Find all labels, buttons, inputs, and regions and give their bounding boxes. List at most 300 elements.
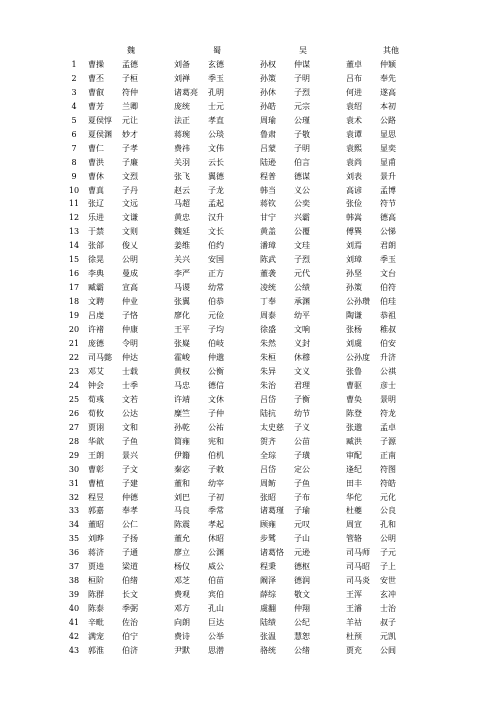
wei-name-cell: 于禁 bbox=[88, 227, 104, 237]
other-courtesy-cell: 符皓 bbox=[380, 478, 396, 488]
table-row bbox=[60, 170, 436, 184]
wu-courtesy-cell: 文珪 bbox=[294, 241, 310, 251]
other-courtesy-cell: 叔子 bbox=[380, 618, 396, 628]
row-number-cell: 24 bbox=[68, 380, 80, 390]
row-number-cell: 19 bbox=[68, 311, 80, 321]
other-name-cell: 羊祜 bbox=[346, 618, 362, 628]
row-number-cell: 15 bbox=[68, 255, 80, 265]
shu-courtesy-cell: 仲邈 bbox=[208, 352, 224, 362]
wu-courtesy-cell: 子璜 bbox=[294, 450, 310, 460]
shu-name-cell: 魏延 bbox=[174, 227, 190, 237]
other-name-cell: 刘虞 bbox=[346, 339, 362, 349]
wu-courtesy-cell: 德谋 bbox=[294, 171, 310, 181]
row-number-cell: 20 bbox=[68, 325, 80, 335]
wei-courtesy-cell: 梁道 bbox=[122, 562, 138, 572]
wei-courtesy-cell: 奉孝 bbox=[122, 506, 138, 516]
shu-courtesy-cell: 伯恭 bbox=[208, 297, 224, 307]
other-name-cell: 司马昭 bbox=[346, 562, 370, 572]
shu-courtesy-cell: 公琰 bbox=[208, 129, 224, 139]
table-row bbox=[60, 239, 436, 253]
wu-name-cell: 朱异 bbox=[260, 366, 276, 376]
wei-courtesy-cell: 俊乂 bbox=[122, 241, 138, 251]
row-number-cell: 9 bbox=[71, 171, 77, 181]
shu-courtesy-cell: 幼常 bbox=[208, 283, 224, 293]
row-number-cell: 8 bbox=[71, 157, 77, 167]
wei-courtesy-cell: 仲德 bbox=[122, 492, 138, 502]
other-courtesy-cell: 彦士 bbox=[380, 380, 396, 390]
wei-name-cell: 文聘 bbox=[88, 297, 104, 307]
other-name-cell: 曹奂 bbox=[346, 394, 362, 404]
shu-name-cell: 刘巴 bbox=[174, 492, 190, 502]
row-number-cell: 12 bbox=[68, 213, 80, 223]
table-row bbox=[60, 588, 436, 602]
other-name-cell: 公孙度 bbox=[346, 352, 370, 362]
other-courtesy-cell: 景明 bbox=[380, 394, 396, 404]
table-row bbox=[60, 114, 436, 128]
wei-courtesy-cell: 文谦 bbox=[122, 213, 138, 223]
other-name-cell: 杜预 bbox=[346, 632, 362, 642]
other-courtesy-cell: 孔和 bbox=[380, 520, 396, 530]
shu-courtesy-cell: 子龙 bbox=[208, 185, 224, 195]
wei-name-cell: 郭嘉 bbox=[88, 506, 104, 516]
wei-courtesy-cell: 文则 bbox=[122, 227, 138, 237]
wu-name-cell: 孙权 bbox=[260, 59, 276, 69]
wu-courtesy-cell: 公奕 bbox=[294, 199, 310, 209]
wei-name-cell: 臧霸 bbox=[88, 283, 104, 293]
wei-courtesy-cell: 令明 bbox=[122, 339, 138, 349]
other-courtesy-cell: 子源 bbox=[380, 436, 396, 446]
wu-name-cell: 黄盖 bbox=[260, 227, 276, 237]
shu-name-cell: 陈震 bbox=[174, 520, 190, 530]
wu-courtesy-cell: 子烈 bbox=[294, 255, 310, 265]
shu-courtesy-cell: 幼宰 bbox=[208, 478, 224, 488]
other-name-cell: 张鲁 bbox=[346, 366, 362, 376]
other-name-cell: 孙策 bbox=[346, 283, 362, 293]
wu-name-cell: 陆抗 bbox=[260, 408, 276, 418]
wu-courtesy-cell: 兴霸 bbox=[294, 213, 310, 223]
shu-courtesy-cell: 宪和 bbox=[208, 436, 224, 446]
shu-courtesy-cell: 汉升 bbox=[208, 213, 224, 223]
wu-courtesy-cell: 子明 bbox=[294, 73, 310, 83]
wei-courtesy-cell: 季弼 bbox=[122, 604, 138, 614]
wei-courtesy-cell: 仲康 bbox=[122, 325, 138, 335]
wei-name-cell: 陈泰 bbox=[88, 604, 104, 614]
row-number-cell: 33 bbox=[68, 506, 80, 516]
wei-name-cell: 桓阶 bbox=[88, 576, 104, 586]
wei-name-cell: 荀彧 bbox=[88, 394, 104, 404]
shu-name-cell: 孙乾 bbox=[174, 422, 190, 432]
other-name-cell: 韩嵩 bbox=[346, 213, 362, 223]
wei-courtesy-cell: 元让 bbox=[122, 115, 138, 125]
row-number-cell: 14 bbox=[68, 241, 80, 251]
wei-courtesy-cell: 子通 bbox=[122, 548, 138, 558]
row-number-cell: 18 bbox=[68, 297, 80, 307]
row-number-cell: 35 bbox=[68, 534, 80, 544]
table-row bbox=[60, 365, 436, 379]
shu-name-cell: 简雍 bbox=[174, 436, 190, 446]
wei-name-cell: 华歆 bbox=[88, 436, 104, 446]
shu-courtesy-cell: 巨达 bbox=[208, 618, 224, 628]
wu-name-cell: 周泰 bbox=[260, 311, 276, 321]
other-courtesy-cell: 符节 bbox=[380, 199, 396, 209]
wu-name-cell: 吕岱 bbox=[260, 464, 276, 474]
wei-courtesy-cell: 曼成 bbox=[122, 269, 138, 279]
other-name-cell: 臧洪 bbox=[346, 436, 362, 446]
row-number-cell: 26 bbox=[68, 408, 80, 418]
other-courtesy-cell: 德高 bbox=[380, 213, 396, 223]
table-row bbox=[60, 267, 436, 281]
table-row bbox=[60, 351, 436, 365]
other-name-cell: 董卓 bbox=[346, 59, 362, 69]
wu-courtesy-cell: 子义 bbox=[294, 422, 310, 432]
wei-name-cell: 贾诩 bbox=[88, 422, 104, 432]
row-number-cell: 13 bbox=[68, 227, 80, 237]
wei-name-cell: 乐进 bbox=[88, 213, 104, 223]
table-row bbox=[60, 225, 436, 239]
wu-courtesy-cell: 文义 bbox=[294, 366, 310, 376]
row-number-cell: 23 bbox=[68, 366, 80, 376]
wei-courtesy-cell: 长文 bbox=[122, 590, 138, 600]
wu-name-cell: 甘宁 bbox=[260, 213, 276, 223]
shu-courtesy-cell: 元俭 bbox=[208, 311, 224, 321]
wu-name-cell: 太史慈 bbox=[260, 422, 284, 432]
row-number-cell: 36 bbox=[68, 548, 80, 558]
shu-courtesy-cell: 子均 bbox=[208, 325, 224, 335]
wu-name-cell: 潘璋 bbox=[260, 241, 276, 251]
shu-courtesy-cell: 公祐 bbox=[208, 422, 224, 432]
wu-name-cell: 步骘 bbox=[260, 534, 276, 544]
shu-courtesy-cell: 德信 bbox=[208, 380, 224, 390]
shu-name-cell: 董允 bbox=[174, 534, 190, 544]
shu-name-cell: 法正 bbox=[174, 115, 190, 125]
other-courtesy-cell: 孟卓 bbox=[380, 422, 396, 432]
wei-name-cell: 曹植 bbox=[88, 478, 104, 488]
wei-name-cell: 曹芳 bbox=[88, 101, 104, 111]
wei-name-cell: 荀攸 bbox=[88, 408, 104, 418]
wei-name-cell: 徐晃 bbox=[88, 255, 104, 265]
other-courtesy-cell: 奉先 bbox=[380, 73, 396, 83]
wu-courtesy-cell: 义公 bbox=[294, 185, 310, 195]
wu-courtesy-cell: 元叹 bbox=[294, 520, 310, 530]
wei-name-cell: 陈群 bbox=[88, 590, 104, 600]
other-courtesy-cell: 公祺 bbox=[380, 366, 396, 376]
wei-name-cell: 曹叡 bbox=[88, 87, 104, 97]
shu-name-cell: 黄忠 bbox=[174, 213, 190, 223]
shu-name-cell: 费祎 bbox=[174, 143, 190, 153]
wu-courtesy-cell: 公绩 bbox=[294, 283, 310, 293]
wu-courtesy-cell: 德枢 bbox=[294, 562, 310, 572]
wu-courtesy-cell: 公瑾 bbox=[294, 115, 310, 125]
wei-name-cell: 曹彰 bbox=[88, 464, 104, 474]
wei-courtesy-cell: 文若 bbox=[122, 394, 138, 404]
other-courtesy-cell: 遂高 bbox=[380, 87, 396, 97]
shu-courtesy-cell: 文休 bbox=[208, 394, 224, 404]
wu-name-cell: 虞翻 bbox=[260, 604, 276, 614]
other-courtesy-cell: 符图 bbox=[380, 464, 396, 474]
row-number-cell: 22 bbox=[68, 352, 80, 362]
shu-courtesy-cell: 威公 bbox=[208, 562, 224, 572]
header-row bbox=[60, 44, 436, 58]
shu-name-cell: 向朗 bbox=[174, 618, 190, 628]
other-name-cell: 公孙瓒 bbox=[346, 297, 370, 307]
wei-courtesy-cell: 公达 bbox=[122, 408, 138, 418]
wu-name-cell: 周瑜 bbox=[260, 115, 276, 125]
shu-courtesy-cell: 玄德 bbox=[208, 59, 224, 69]
table-row bbox=[60, 532, 436, 546]
table-row bbox=[60, 72, 436, 86]
row-number-cell: 40 bbox=[68, 604, 80, 614]
other-name-cell: 袁谭 bbox=[346, 129, 362, 139]
wu-name-cell: 朱桓 bbox=[260, 352, 276, 362]
wei-name-cell: 刘晔 bbox=[88, 534, 104, 544]
wu-name-cell: 阚泽 bbox=[260, 576, 276, 586]
shu-courtesy-cell: 休昭 bbox=[208, 534, 224, 544]
shu-courtesy-cell: 翼德 bbox=[208, 171, 224, 181]
wu-courtesy-cell: 德润 bbox=[294, 576, 310, 586]
wu-courtesy-cell: 公覆 bbox=[294, 227, 310, 237]
wu-name-cell: 陈武 bbox=[260, 255, 276, 265]
shu-courtesy-cell: 士元 bbox=[208, 101, 224, 111]
wu-name-cell: 张温 bbox=[260, 632, 276, 642]
wei-name-cell: 满宠 bbox=[88, 632, 104, 642]
table-row bbox=[60, 574, 436, 588]
wei-courtesy-cell: 子文 bbox=[122, 464, 138, 474]
wu-name-cell: 周鲂 bbox=[260, 478, 276, 488]
other-courtesy-cell: 子上 bbox=[380, 562, 396, 572]
wu-name-cell: 贺齐 bbox=[260, 436, 276, 446]
other-courtesy-cell: 恭祖 bbox=[380, 311, 396, 321]
other-name-cell: 曹驱 bbox=[346, 380, 362, 390]
wu-name-cell: 丁奉 bbox=[260, 297, 276, 307]
shu-name-cell: 马超 bbox=[174, 199, 190, 209]
wei-name-cell: 夏侯渊 bbox=[88, 129, 112, 139]
table-row bbox=[60, 491, 436, 505]
shu-name-cell: 关兴 bbox=[174, 255, 190, 265]
wu-name-cell: 朱然 bbox=[260, 339, 276, 349]
wei-name-cell: 庞德 bbox=[88, 339, 104, 349]
row-number-cell: 38 bbox=[68, 576, 80, 586]
shu-courtesy-cell: 公渊 bbox=[208, 548, 224, 558]
other-name-cell: 司马师 bbox=[346, 548, 370, 558]
table-row bbox=[60, 630, 436, 644]
wu-courtesy-cell: 元代 bbox=[294, 269, 310, 279]
table-row bbox=[60, 86, 436, 100]
other-courtesy-cell: 显奕 bbox=[380, 143, 396, 153]
table-row bbox=[60, 379, 436, 393]
table-row bbox=[60, 463, 436, 477]
other-courtesy-cell: 元凯 bbox=[380, 632, 396, 642]
wu-courtesy-cell: 公绪 bbox=[294, 645, 310, 655]
shu-name-cell: 霍峻 bbox=[174, 352, 190, 362]
wu-name-cell: 孙休 bbox=[260, 87, 276, 97]
wu-courtesy-cell: 元逊 bbox=[294, 548, 310, 558]
table-row bbox=[60, 616, 436, 630]
row-number-cell: 3 bbox=[71, 87, 77, 97]
wu-courtesy-cell: 休穆 bbox=[294, 352, 310, 362]
wei-courtesy-cell: 士载 bbox=[122, 366, 138, 376]
wu-courtesy-cell: 伯言 bbox=[294, 157, 310, 167]
wu-name-cell: 徐盛 bbox=[260, 325, 276, 335]
wei-courtesy-cell: 子孝 bbox=[122, 143, 138, 153]
wei-name-cell: 郭淮 bbox=[88, 645, 104, 655]
wu-courtesy-cell: 子明 bbox=[294, 143, 310, 153]
row-number-cell: 21 bbox=[68, 339, 80, 349]
other-name-cell: 华佗 bbox=[346, 492, 362, 502]
other-courtesy-cell: 仲颖 bbox=[380, 59, 396, 69]
other-name-cell: 刘焉 bbox=[346, 241, 362, 251]
row-number-cell: 10 bbox=[68, 185, 80, 195]
other-courtesy-cell: 符龙 bbox=[380, 408, 396, 418]
row-number-cell: 30 bbox=[68, 464, 80, 474]
shu-name-cell: 邓芝 bbox=[174, 576, 190, 586]
other-name-cell: 袁绍 bbox=[346, 101, 362, 111]
header-wei: 魏 bbox=[127, 46, 135, 55]
table-row bbox=[60, 156, 436, 170]
wu-name-cell: 凌统 bbox=[260, 283, 276, 293]
wu-courtesy-cell: 子布 bbox=[294, 492, 310, 502]
shu-name-cell: 许靖 bbox=[174, 394, 190, 404]
table-row bbox=[60, 253, 436, 267]
other-courtesy-cell: 君朗 bbox=[380, 241, 396, 251]
header-shu: 蜀 bbox=[213, 46, 221, 55]
wu-name-cell: 张昭 bbox=[260, 492, 276, 502]
wei-name-cell: 曹休 bbox=[88, 171, 104, 181]
wu-courtesy-cell: 义封 bbox=[294, 339, 310, 349]
other-name-cell: 陈登 bbox=[346, 408, 362, 418]
wei-name-cell: 程昱 bbox=[88, 492, 104, 502]
three-kingdoms-names-table bbox=[60, 44, 436, 658]
wu-name-cell: 薛综 bbox=[260, 590, 276, 600]
wu-courtesy-cell: 君理 bbox=[294, 380, 310, 390]
shu-name-cell: 尹默 bbox=[174, 645, 190, 655]
shu-name-cell: 关羽 bbox=[174, 157, 190, 167]
table-row bbox=[60, 560, 436, 574]
wei-name-cell: 曹真 bbox=[88, 185, 104, 195]
wu-name-cell: 韩当 bbox=[260, 185, 276, 195]
table-row bbox=[60, 337, 436, 351]
wei-name-cell: 邓艾 bbox=[88, 366, 104, 376]
wei-name-cell: 许褚 bbox=[88, 325, 104, 335]
row-number-cell: 37 bbox=[68, 562, 80, 572]
wei-name-cell: 张郃 bbox=[88, 241, 104, 251]
wu-courtesy-cell: 幼节 bbox=[294, 408, 310, 418]
wu-courtesy-cell: 子山 bbox=[294, 534, 310, 544]
wu-courtesy-cell: 承渊 bbox=[294, 297, 310, 307]
row-number-cell: 27 bbox=[68, 422, 80, 432]
table-row bbox=[60, 407, 436, 421]
table-row bbox=[60, 184, 436, 198]
shu-name-cell: 张嶷 bbox=[174, 339, 190, 349]
shu-name-cell: 王平 bbox=[174, 325, 190, 335]
row-number-cell: 42 bbox=[68, 632, 80, 642]
other-courtesy-cell: 伯珪 bbox=[380, 297, 396, 307]
shu-name-cell: 马良 bbox=[174, 506, 190, 516]
wu-name-cell: 朱治 bbox=[260, 380, 276, 390]
table-row bbox=[60, 281, 436, 295]
other-name-cell: 孙坚 bbox=[346, 269, 362, 279]
wei-courtesy-cell: 兰卿 bbox=[122, 101, 138, 111]
other-courtesy-cell: 公路 bbox=[380, 115, 396, 125]
shu-courtesy-cell: 云长 bbox=[208, 157, 224, 167]
row-number-cell: 25 bbox=[68, 394, 80, 404]
shu-courtesy-cell: 公举 bbox=[208, 632, 224, 642]
other-name-cell: 高谚 bbox=[346, 185, 362, 195]
shu-courtesy-cell: 子敕 bbox=[208, 464, 224, 474]
shu-name-cell: 庞统 bbox=[174, 101, 190, 111]
shu-name-cell: 姜维 bbox=[174, 241, 190, 251]
table-row bbox=[60, 142, 436, 156]
other-courtesy-cell: 公明 bbox=[380, 534, 396, 544]
other-name-cell: 傅巽 bbox=[346, 227, 362, 237]
shu-courtesy-cell: 孟起 bbox=[208, 199, 224, 209]
wu-courtesy-cell: 仲谋 bbox=[294, 59, 310, 69]
wei-courtesy-cell: 公仁 bbox=[122, 520, 138, 530]
row-number-cell: 16 bbox=[68, 269, 80, 279]
wei-name-cell: 曹洪 bbox=[88, 157, 104, 167]
other-name-cell: 袁尚 bbox=[346, 157, 362, 167]
row-number-cell: 7 bbox=[71, 143, 77, 153]
other-courtesy-cell: 子元 bbox=[380, 548, 396, 558]
other-courtesy-cell: 孟博 bbox=[380, 185, 396, 195]
shu-name-cell: 马忠 bbox=[174, 380, 190, 390]
shu-courtesy-cell: 孔明 bbox=[208, 87, 224, 97]
row-number-cell: 43 bbox=[68, 645, 80, 655]
other-name-cell: 袁熙 bbox=[346, 143, 362, 153]
wu-courtesy-cell: 子敬 bbox=[294, 129, 310, 139]
wei-courtesy-cell: 子廉 bbox=[122, 157, 138, 167]
table-row bbox=[60, 477, 436, 491]
table-row bbox=[60, 295, 436, 309]
wu-name-cell: 孙策 bbox=[260, 73, 276, 83]
other-name-cell: 王浑 bbox=[346, 590, 362, 600]
shu-name-cell: 董和 bbox=[174, 478, 190, 488]
table-row bbox=[60, 421, 436, 435]
row-number-cell: 29 bbox=[68, 450, 80, 460]
other-name-cell: 陶谦 bbox=[346, 311, 362, 321]
other-courtesy-cell: 玄冲 bbox=[380, 590, 396, 600]
table-row bbox=[60, 518, 436, 532]
wu-name-cell: 程普 bbox=[260, 171, 276, 181]
shu-courtesy-cell: 孝起 bbox=[208, 520, 224, 530]
wei-name-cell: 夏侯惇 bbox=[88, 115, 112, 125]
shu-courtesy-cell: 伯苗 bbox=[208, 576, 224, 586]
wu-name-cell: 董袭 bbox=[260, 269, 276, 279]
other-name-cell: 张杨 bbox=[346, 325, 362, 335]
row-number-cell: 2 bbox=[71, 73, 77, 83]
row-number-cell: 4 bbox=[71, 101, 77, 111]
shu-name-cell: 诸葛亮 bbox=[174, 87, 198, 97]
row-number-cell: 1 bbox=[71, 59, 77, 69]
shu-courtesy-cell: 正方 bbox=[208, 269, 224, 279]
table-row bbox=[60, 211, 436, 225]
wei-courtesy-cell: 文和 bbox=[122, 422, 138, 432]
wu-courtesy-cell: 定公 bbox=[294, 464, 310, 474]
shu-courtesy-cell: 伯约 bbox=[208, 241, 224, 251]
wei-courtesy-cell: 公明 bbox=[122, 255, 138, 265]
wu-courtesy-cell: 公纪 bbox=[294, 618, 310, 628]
header-blank bbox=[60, 44, 88, 58]
other-name-cell: 司马炎 bbox=[346, 576, 370, 586]
shu-name-cell: 秦宓 bbox=[174, 464, 190, 474]
wu-courtesy-cell: 慧恕 bbox=[294, 632, 310, 642]
table-row bbox=[60, 100, 436, 114]
wei-name-cell: 曹仁 bbox=[88, 143, 104, 153]
other-name-cell: 吕布 bbox=[346, 73, 362, 83]
row-number-cell: 11 bbox=[68, 199, 80, 209]
wei-courtesy-cell: 伯绪 bbox=[122, 576, 138, 586]
shu-name-cell: 蒋琬 bbox=[174, 129, 190, 139]
wei-courtesy-cell: 孟德 bbox=[122, 59, 138, 69]
